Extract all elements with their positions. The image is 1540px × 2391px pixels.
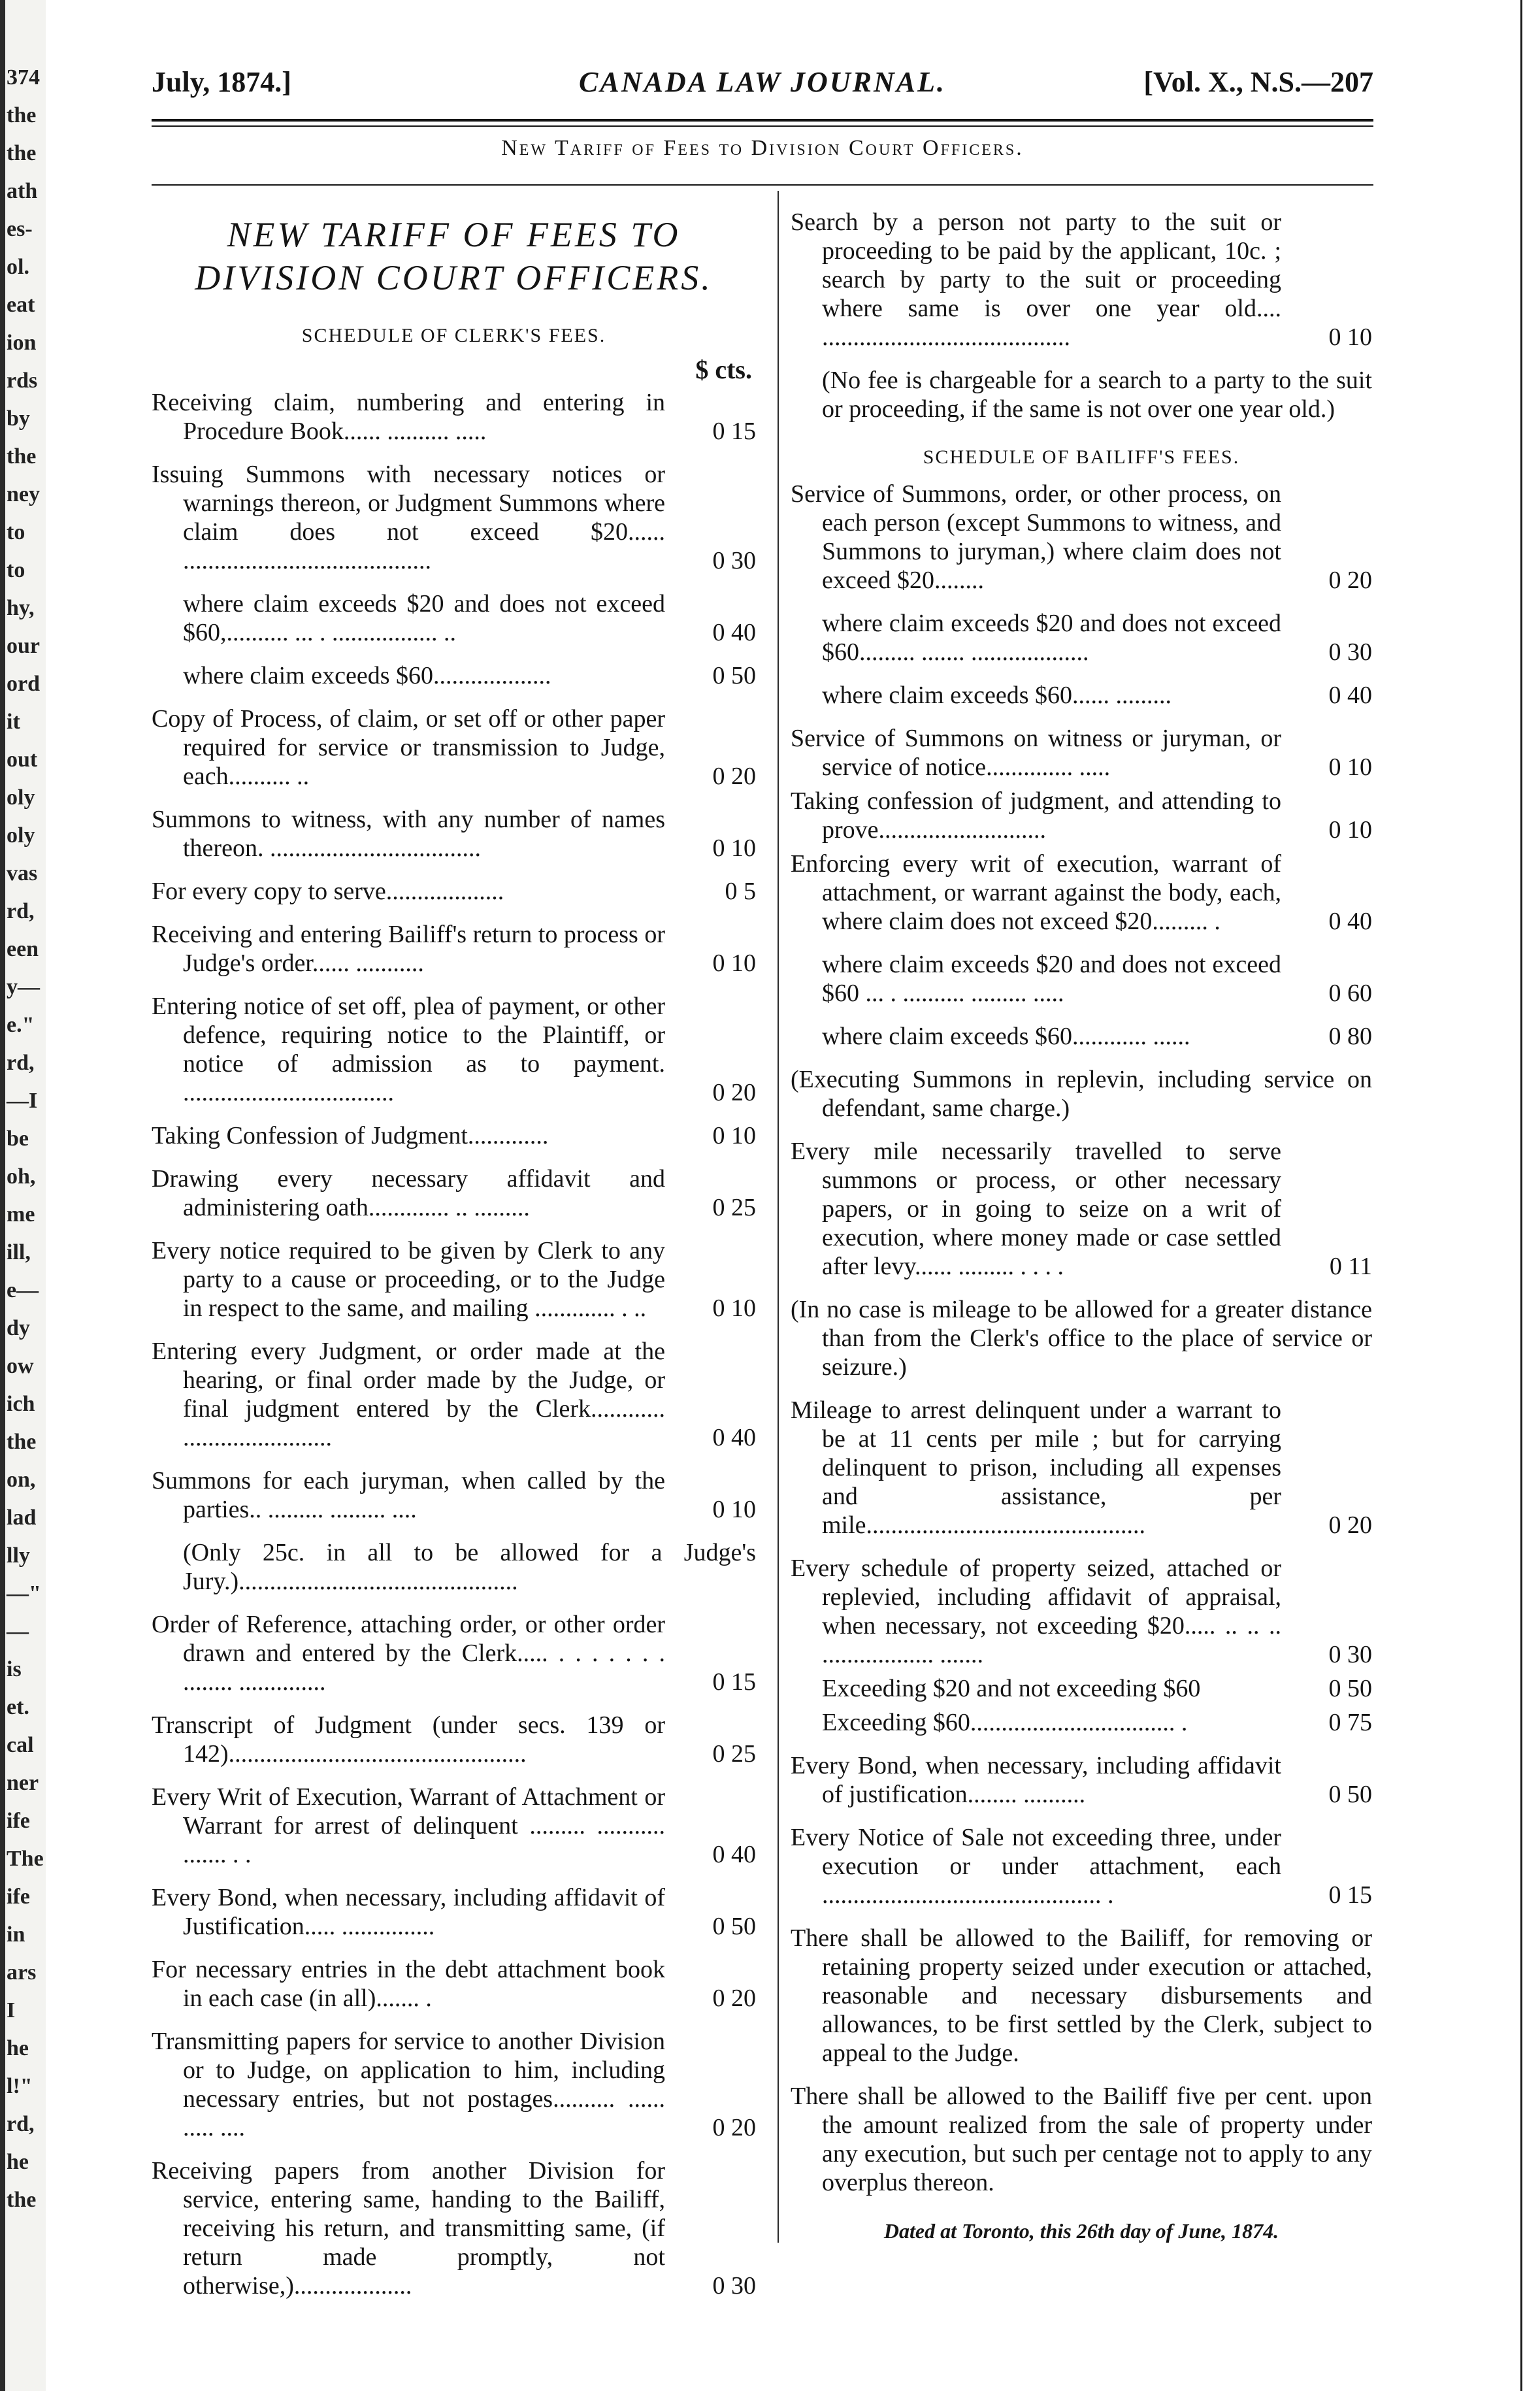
gutter-fragment: — — [7, 1619, 29, 1643]
fee-description: Transmitting papers for service to another Division or to Judge, on application to him, including necessary entries, but not postages.......... ...... ..... .... — [152, 2028, 665, 2141]
running-header — [152, 59, 1373, 105]
volume-page-number: [Vol. X., N.S.—207 — [1143, 66, 1373, 98]
gutter-fragment: ill, — [7, 1240, 31, 1264]
fee-amount: 0 10 — [1328, 323, 1372, 351]
fee-amount: 0 75 — [1328, 1709, 1372, 1736]
fee-amount: 0 40 — [712, 1841, 756, 1868]
clerk-fee-row — [152, 1466, 756, 1524]
section-heading: New Tariff of Fees to Division Court Officers. — [501, 136, 1024, 160]
bailiff-fee-row — [791, 681, 1372, 710]
gutter-fragment: ars — [7, 1960, 37, 1985]
bailiff-fee-row — [791, 849, 1372, 936]
gutter-fragment: the — [7, 2188, 37, 2212]
fee-amount: 0 50 — [712, 662, 756, 689]
fee-amount: 0 40 — [712, 619, 756, 646]
gutter-fragment: in — [7, 1922, 25, 1947]
gutter-fragment: rd, — [7, 1051, 35, 1075]
fee-amount: 0 25 — [712, 1194, 756, 1221]
gutter-fragment: on, — [7, 1468, 36, 1492]
header-date: July, 1874.] — [152, 66, 291, 98]
gutter-fragment: he — [7, 2150, 29, 2174]
clerk-fee-row — [152, 1164, 756, 1222]
journal-title: CANADA LAW JOURNAL. — [579, 66, 946, 98]
clerk-fee-row — [152, 1711, 756, 1768]
clerk-fee-row — [152, 2156, 756, 2300]
gutter-fragment: The — [7, 1847, 44, 1871]
gutter-fragment: lad — [7, 1506, 37, 1530]
article-title: NEW TARIFF OF FEES TO DIVISION COURT OFFICERS. — [195, 215, 713, 297]
gutter-fragment: ion — [7, 331, 37, 355]
section-rule — [152, 184, 1373, 186]
fee-description: Taking confession of judgment, and attending to prove........................... — [791, 787, 1281, 844]
clerk-schedule-title: SCHEDULE OF CLERK'S FEES. — [301, 325, 606, 346]
fee-amount: 0 50 — [712, 1913, 756, 1940]
bailiff-fee-row — [791, 950, 1372, 1008]
gutter-fragment: me — [7, 1202, 35, 1227]
clerk-fee-list — [152, 388, 756, 2300]
gutter-fragment: the — [7, 444, 37, 469]
gutter-fragment: rd, — [7, 899, 35, 923]
gutter-fragment: ol. — [7, 255, 29, 279]
fee-description: Receiving papers from another Division for service, entering same, handing to the Bailiff, receiving his return, and transmitting same, (if return made promptly, not otherwise,)................... — [152, 2157, 665, 2300]
gutter-fragment: our — [7, 634, 40, 658]
bailiff-fee-row — [791, 1674, 1372, 1703]
fee-amount: 0 60 — [1328, 980, 1372, 1007]
fee-amount: 0 15 — [712, 1668, 756, 1696]
fee-description: Copy of Process, of claim, or set off or other paper required for service or transmission to Judge, each.......... .. — [152, 705, 665, 790]
bailiff-fee-row — [791, 480, 1372, 595]
bailiff-fee-row — [791, 787, 1372, 844]
fee-description: Summons to witness, with any number of names thereon. .................................. — [152, 806, 665, 862]
fee-amount: 0 10 — [712, 949, 756, 977]
gutter-fragment: e." — [7, 1013, 35, 1037]
replevin-note: (Executing Summons in replevin, including service on defendant, same charge.) — [791, 1066, 1372, 1122]
fee-description: Service of Summons, order, or other process, on each person (except Summons to witness, and Summons to juryman,) where claim does not exceed $20........ — [791, 480, 1281, 594]
right-column-content — [791, 208, 1372, 2245]
clerk-fee-row — [152, 460, 756, 575]
fee-amount: 0 30 — [1328, 638, 1372, 666]
fee-amount: 0 80 — [1328, 1023, 1372, 1050]
gutter-fragment: ow — [7, 1354, 34, 1378]
clerk-fee-row — [152, 1955, 756, 2013]
gutter-fragment: it — [7, 710, 20, 734]
clerk-fee-row — [152, 589, 756, 647]
bailiff-fee-row — [791, 724, 1372, 782]
gutter-fragment: vas — [7, 861, 38, 885]
fee-amount: 0 30 — [712, 2272, 756, 2300]
clerk-fee-row — [152, 1236, 756, 1323]
fee-amount: 0 40 — [712, 1424, 756, 1451]
bailiff-fee-row — [791, 1396, 1372, 1540]
fee-amount: 0 20 — [1328, 567, 1372, 594]
column-divider — [778, 191, 779, 2243]
gutter-fragment: e— — [7, 1278, 39, 1302]
clerk-fee-row — [152, 388, 756, 446]
gutter-fragment: rd, — [7, 2112, 35, 2136]
gutter-fragment: ife — [7, 1885, 30, 1909]
fee-description: where claim exceeds $60................... — [183, 662, 551, 689]
fee-description: where claim exceeds $20 and does not exceed $60,.......... ... . ................. .. — [183, 590, 665, 646]
fee-amount: 0 5 — [725, 878, 756, 905]
gutter-fragment: ney — [7, 482, 40, 506]
clerk-fee-row — [152, 1783, 756, 1869]
gutter-fragment: I — [7, 1998, 16, 2022]
page-edge-shadow — [1520, 0, 1522, 2391]
fee-description: Mileage to arrest delinquent under a warrant to be at 11 cents per mile ; but for carrying delinquent to prison, including all expenses and assistance, per mile............................................. — [791, 1396, 1281, 1539]
gutter-fragment: ath — [7, 179, 38, 203]
mileage-note: (In no case is mileage to be allowed for a greater distance than from the Clerk's office to the place of service or seizure.) — [791, 1296, 1372, 1381]
gutter-fragment: the — [7, 1430, 37, 1454]
fee-amount: 0 10 — [712, 1496, 756, 1523]
fee-description: Transcript of Judgment (under secs. 139 or 142)................................................ — [152, 1711, 665, 1768]
clerk-fee-row — [152, 1883, 756, 1941]
closing-paragraph: There shall be allowed to the Bailiff, for removing or retaining property seized under execution or attached, reasonable and necessary disbursements and allowances, to be first settled by the Clerk, subject to appeal to the Judge. — [791, 1924, 1372, 2067]
gutter-fragment: —I — [7, 1089, 38, 1113]
fee-description: Summons for each juryman, when called by the parties.. ......... ......... .... — [152, 1467, 665, 1523]
bailiff-fee-row — [791, 609, 1372, 667]
gutter-fragment: to — [7, 558, 25, 582]
fee-description: Receiving and entering Bailiff's return to process or Judge's order...... ........... — [152, 921, 665, 977]
gutter-fragment: 374 — [7, 65, 40, 90]
fee-description: Entering notice of set off, plea of payment, or other defence, requiring notice to the Plaintiff, or notice of admission as to payment. .................................. — [152, 993, 665, 1106]
gutter-fragment: y— — [7, 975, 40, 999]
fee-description: Every Bond, when necessary, including affidavit of justification........ .......... — [791, 1752, 1281, 1808]
fee-description: Drawing every necessary affidavit and administering oath............. .. ......... — [152, 1165, 665, 1221]
clerk-fee-row — [152, 992, 756, 1107]
previous-page-fragment — [0, 0, 46, 2391]
fee-amount: 0 15 — [1328, 1881, 1372, 1909]
fee-amount: 0 20 — [712, 763, 756, 790]
fee-description: Enforcing every writ of execution, warrant of attachment, or warrant against the body, each, where claim does not exceed $20......... . — [791, 850, 1281, 935]
clerk-fee-row — [152, 805, 756, 863]
gutter-fragment: oly — [7, 823, 35, 848]
fee-amount: 0 10 — [712, 1294, 756, 1322]
bailiff-fee-row — [791, 1554, 1372, 1669]
gutter-fragment: ord — [7, 672, 40, 696]
bailiff-fee-row — [791, 1751, 1372, 1809]
clerk-fee-row — [152, 1337, 756, 1452]
bailiff-schedule-title: SCHEDULE OF BAILIFF'S FEES. — [923, 446, 1240, 468]
currency-unit-label: $ cts. — [695, 355, 752, 384]
gutter-fragment: the — [7, 141, 37, 165]
fee-description: where claim exceeds $60............ ...... — [822, 1023, 1190, 1050]
fee-description: Issuing Summons with necessary notices or warnings thereon, or Judgment Summons where claim does not exceed $20...... ........................................ — [152, 461, 665, 574]
gutter-fragment: —" — [7, 1581, 41, 1606]
fee-amount: 0 10 — [712, 834, 756, 862]
fee-description: Entering every Judgment, or order made at the hearing, or final order made by the Judge, or final judgment entered by the Clerk............ ........................ — [152, 1338, 665, 1451]
left-column — [152, 208, 756, 2315]
fee-description: Every schedule of property seized, attached or replevied, including affidavit of appraisal, when necessary, not exceeding $20..... .. .. .. .................. ....... — [791, 1555, 1281, 1668]
gutter-fragment: to — [7, 520, 25, 544]
fee-amount: 0 50 — [1328, 1781, 1372, 1808]
gutter-fragment: be — [7, 1127, 29, 1151]
fee-description: For every copy to serve................... — [152, 878, 504, 905]
gutter-fragment: rds — [7, 369, 38, 393]
gutter-fragment: een — [7, 937, 39, 961]
clerk-fee-row — [152, 877, 756, 906]
fee-amount: 0 20 — [712, 2114, 756, 2141]
fee-description: For necessary entries in the debt attachment book in each case (in all)....... . — [152, 1956, 665, 2012]
clerk-fee-row — [152, 2027, 756, 2142]
gutter-fragment: is — [7, 1657, 22, 1681]
clerk-fee-row — [152, 1610, 756, 1696]
jury-note: (Only 25c. in all to be allowed for a Judge's Jury.)............................................. — [183, 1539, 756, 1595]
fee-description: where claim exceeds $20 and does not exceed $60......... ....... ................... — [822, 610, 1281, 666]
gutter-fragment: ich — [7, 1392, 35, 1416]
gutter-fragment: cal — [7, 1733, 34, 1757]
bailiff-fee-row — [791, 1708, 1372, 1737]
header-rule-thick — [152, 119, 1373, 122]
fee-amount: 0 40 — [1328, 682, 1372, 709]
gutter-fragment: oly — [7, 785, 35, 810]
header-rule-thin — [152, 125, 1373, 127]
fee-description: Order of Reference, attaching order, or other order drawn and entered by the Clerk..... . . . . . . . ........ .............. — [152, 1611, 665, 1696]
fee-amount: 0 10 — [712, 1122, 756, 1149]
clerk-fee-row — [152, 920, 756, 978]
gutter-fragment: the — [7, 103, 37, 127]
clerk-fee-row — [152, 1121, 756, 1150]
gutter-fragment: lly — [7, 1543, 30, 1568]
gutter-fragment: dy — [7, 1316, 30, 1340]
fee-description: where claim exceeds $20 and does not exceed $60 ... . .......... ......... ..... — [822, 951, 1281, 1007]
fee-description: Every Writ of Execution, Warrant of Attachment or Warrant for arrest of delinquent ......... ........... ....... . . — [152, 1783, 665, 1868]
fee-amount: 0 20 — [712, 1985, 756, 2012]
gutter-fragment: oh, — [7, 1164, 36, 1189]
gutter-fragment: et. — [7, 1695, 29, 1719]
fee-description: Every notice required to be given by Clerk to any party to a cause or proceeding, or to the Judge in respect to the same, and mailing ............. . .. — [152, 1237, 665, 1322]
fee-amount: 0 50 — [1328, 1675, 1372, 1702]
fee-amount: 0 20 — [712, 1079, 756, 1106]
fee-amount: 0 10 — [1328, 753, 1372, 781]
gutter-fragment: ner — [7, 1771, 39, 1795]
fee-description: Every Bond, when necessary, including affidavit of Justification..... ............... — [152, 1884, 665, 1940]
gutter-fragment: ife — [7, 1809, 30, 1833]
search-note: (No fee is chargeable for a search to a party to the suit or proceeding, if the same is not over one year old.) — [822, 367, 1372, 423]
fee-description: Exceeding $20 and not exceeding $60 — [822, 1675, 1201, 1702]
fee-description: Service of Summons on witness or juryman, or service of notice.............. ..... — [791, 725, 1281, 781]
bailiff-fee-row — [791, 1137, 1372, 1281]
fee-amount: 0 20 — [1328, 1511, 1372, 1539]
clerk-fee-row — [152, 661, 756, 690]
fee-amount: 0 25 — [712, 1740, 756, 1768]
fee-amount: 0 30 — [1328, 1641, 1372, 1668]
right-column — [791, 208, 1372, 2245]
bailiff-fee-row — [791, 1022, 1372, 1051]
gutter-fragment: es- — [7, 217, 33, 241]
gutter-fragment: he — [7, 2036, 29, 2060]
dated-line: Dated at Toronto, this 26th day of June, 1874. — [883, 2219, 1279, 2243]
fee-description: Taking Confession of Judgment............. — [152, 1122, 549, 1149]
fee-amount: 0 10 — [1328, 816, 1372, 844]
bailiff-fee-row — [791, 1823, 1372, 1909]
closing-paragraph: There shall be allowed to the Bailiff five per cent. upon the amount realized from the sale of property under any execution, but such per centage not to apply to any overplus thereon. — [791, 2083, 1372, 2196]
gutter-fragment: l!" — [7, 2074, 33, 2098]
fee-amount: 0 11 — [1329, 1253, 1372, 1280]
clerk-fee-row — [152, 704, 756, 791]
fee-description: Receiving claim, numbering and entering in Procedure Book...... .......... ..... — [152, 389, 665, 445]
fee-description: Exceeding $60................................. . — [822, 1709, 1188, 1736]
gutter-fragment: by — [7, 406, 30, 431]
gutter-fragment: out — [7, 748, 38, 772]
fee-amount: 0 40 — [1328, 908, 1372, 935]
fee-description: where claim exceeds $60...... ......... — [822, 682, 1171, 709]
fee-description: Every mile necessarily travelled to serve summons or process, or other necessary papers, or in going to seize on a writ of execution, where money made or case settled after levy...... ......... . . . . — [791, 1138, 1281, 1280]
search-fee-row — [791, 208, 1372, 352]
fee-amount: 0 30 — [712, 547, 756, 574]
gutter-fragment: hy, — [7, 596, 35, 620]
fee-description: Every Notice of Sale not exceeding three, under execution or under attachment, each ............................................. . — [791, 1824, 1281, 1909]
binding-shadow — [0, 0, 5, 2391]
gutter-fragment: eat — [7, 293, 35, 317]
fee-description: Search by a person not party to the suit or proceeding to be paid by the applicant, 10c. ; search by party to the suit or proceeding where same is over one year old.... ........................................ — [791, 208, 1281, 351]
fee-amount: 0 15 — [712, 418, 756, 445]
